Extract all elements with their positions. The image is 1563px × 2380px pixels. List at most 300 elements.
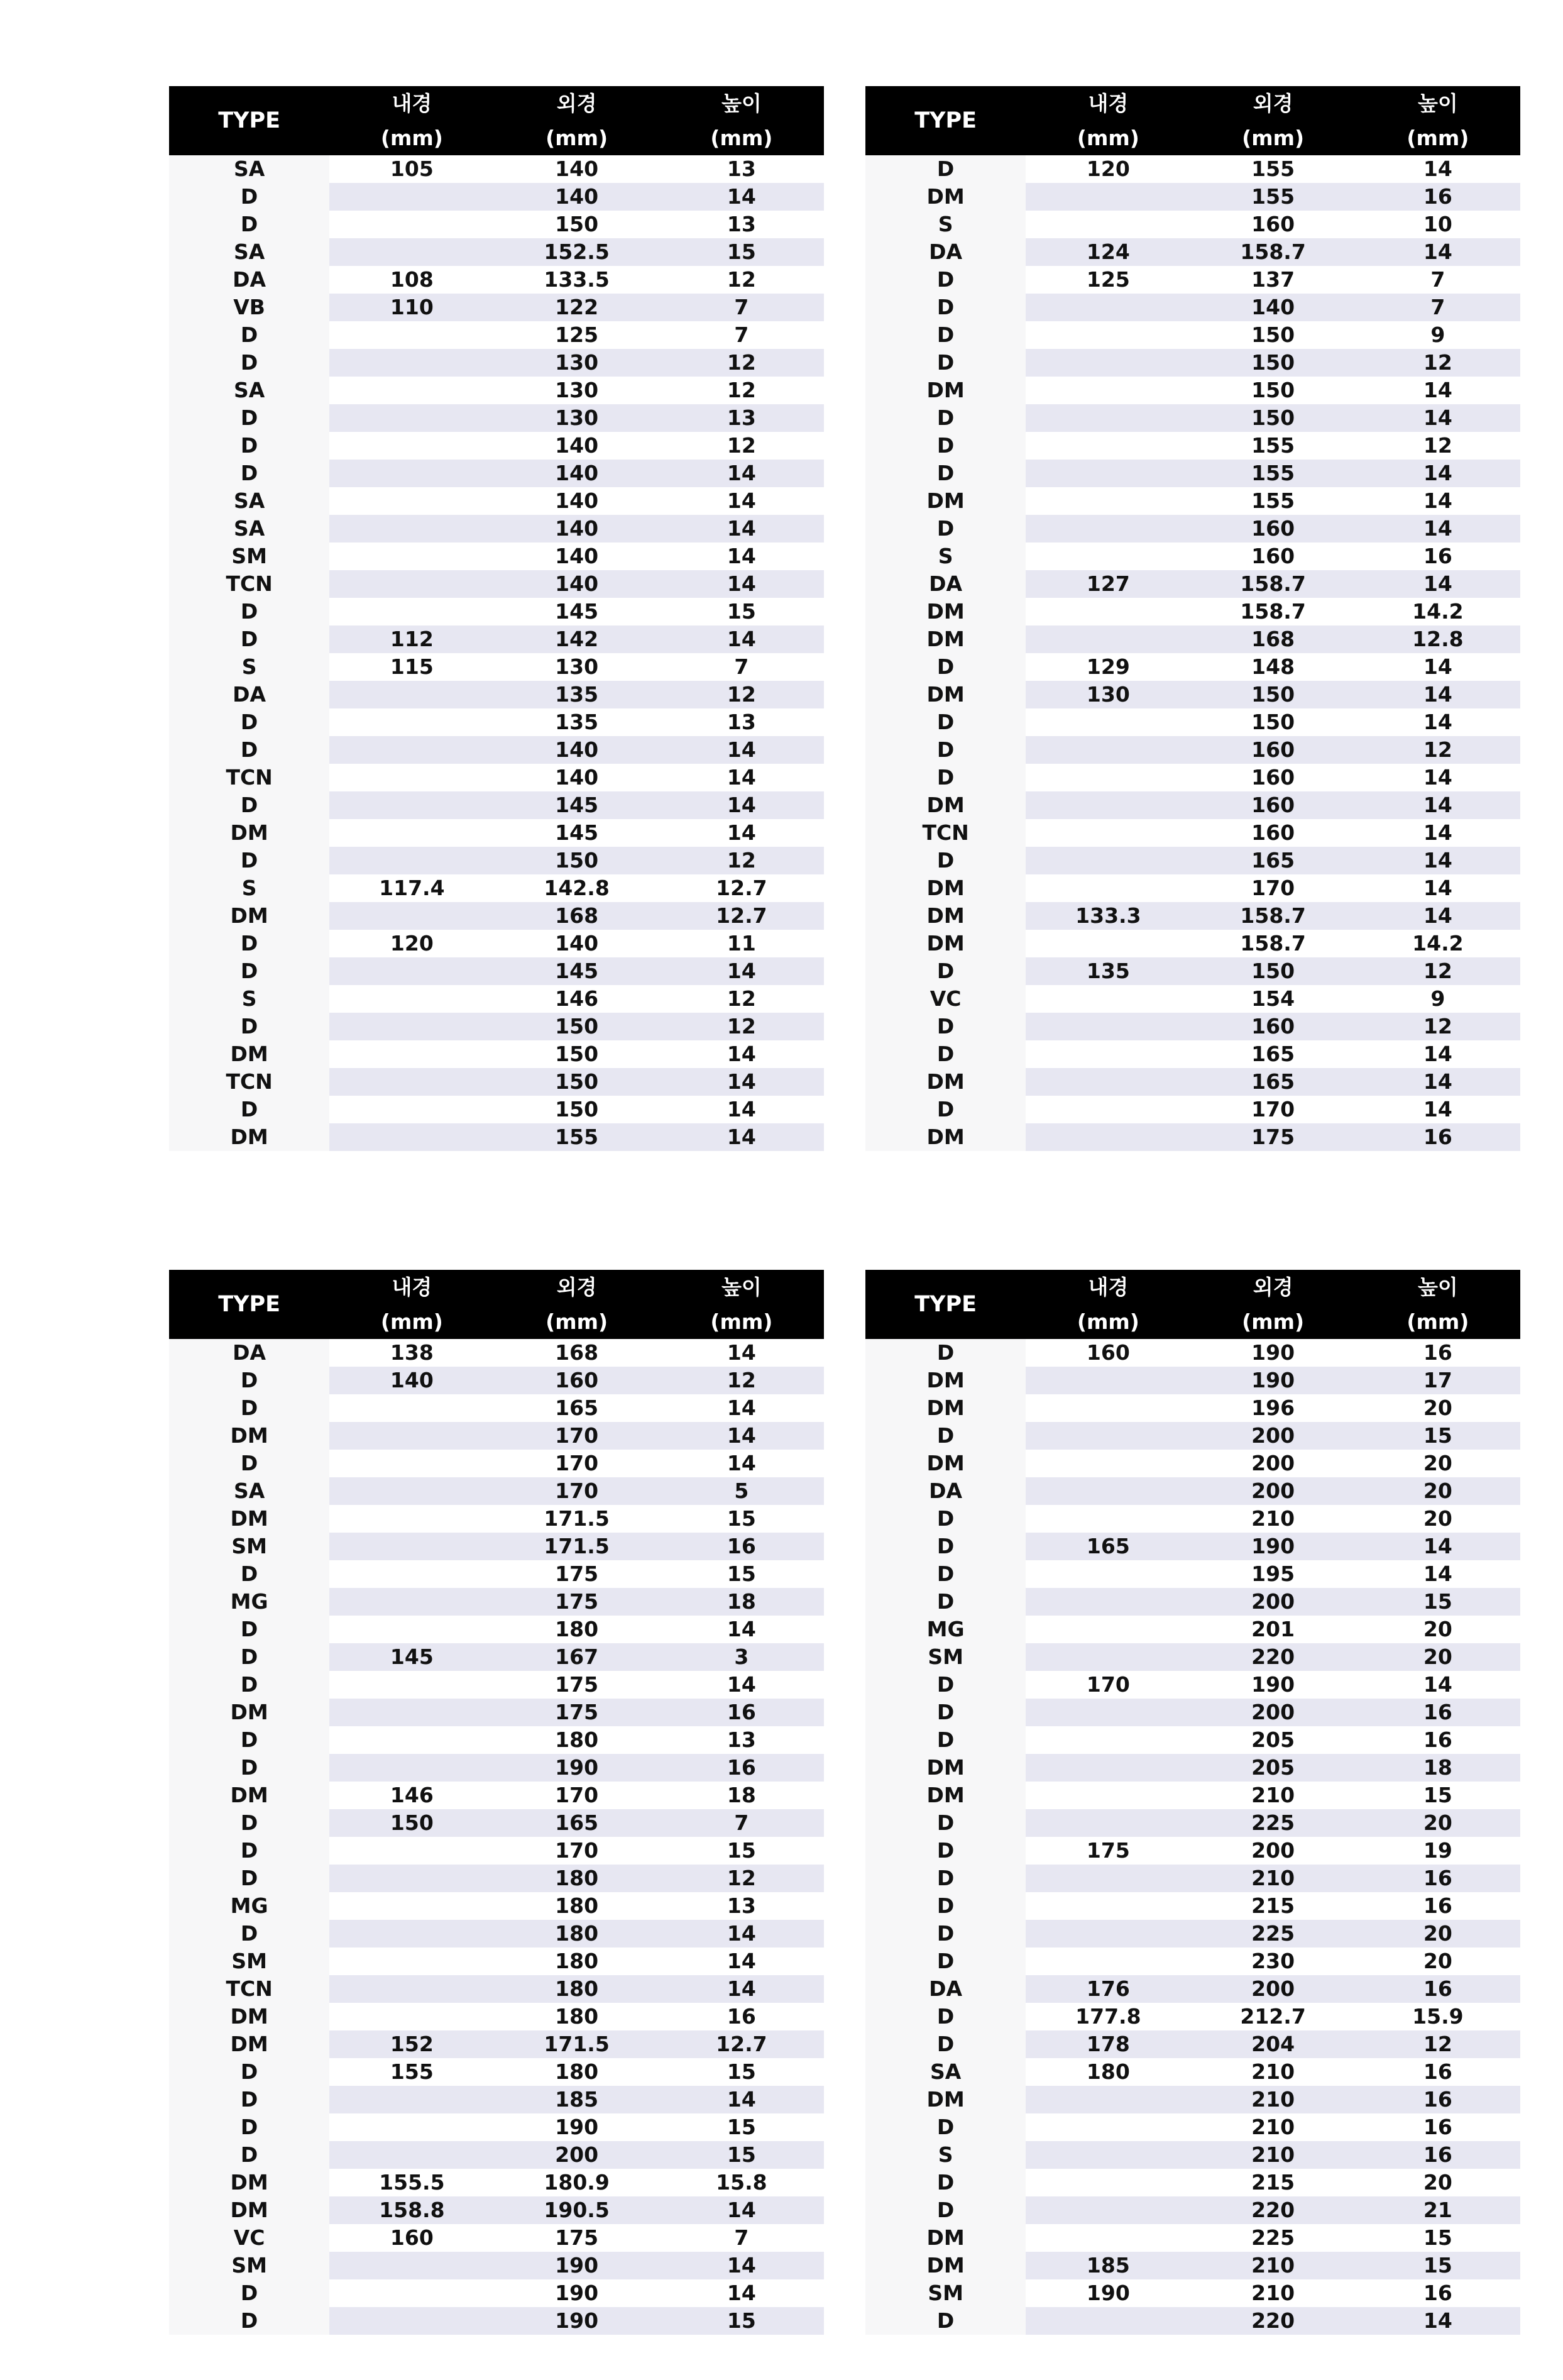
cell-outer-diameter: 160 <box>1190 543 1355 570</box>
cell-outer-diameter: 140 <box>494 460 659 487</box>
cell-height: 14 <box>1356 1533 1520 1560</box>
cell-inner-diameter <box>329 1920 494 1948</box>
cell-outer-diameter: 150 <box>1190 377 1355 404</box>
cell-type: SA <box>169 487 329 515</box>
cell-inner-diameter <box>1026 2141 1190 2169</box>
cell-type: D <box>169 1450 329 1477</box>
table-row <box>865 2086 1520 2113</box>
cell-outer-diameter: 190 <box>1190 1339 1355 1367</box>
size-table-4 <box>865 1270 1520 2335</box>
table-row <box>169 349 824 377</box>
table-row <box>865 708 1520 736</box>
cell-outer-diameter: 170 <box>494 1477 659 1505</box>
cell-inner-diameter <box>329 543 494 570</box>
cell-outer-diameter: 145 <box>494 957 659 985</box>
cell-type: VC <box>865 985 1026 1013</box>
table-row <box>865 1096 1520 1123</box>
table-row <box>865 1533 1520 1560</box>
cell-outer-diameter: 200 <box>1190 1975 1355 2003</box>
table-row <box>169 1699 824 1726</box>
cell-inner-diameter <box>329 1505 494 1533</box>
cell-type: SA <box>865 2058 1026 2086</box>
cell-type: S <box>865 211 1026 238</box>
table-row <box>865 2196 1520 2224</box>
cell-height: 14 <box>659 1450 824 1477</box>
cell-height: 14 <box>659 1339 824 1367</box>
cell-inner-diameter <box>1026 1809 1190 1837</box>
cell-outer-diameter: 160 <box>1190 515 1355 543</box>
cell-outer-diameter: 220 <box>1190 2307 1355 2335</box>
table-row <box>169 2113 824 2141</box>
cell-inner-diameter <box>329 2003 494 2030</box>
header-outer-diameter: 외경 <box>494 1270 659 1304</box>
cell-outer-diameter: 155 <box>494 1123 659 1151</box>
cell-height: 15 <box>659 2113 824 2141</box>
cell-height: 15 <box>659 238 824 266</box>
table-row <box>865 1892 1520 1920</box>
cell-height: 14 <box>659 819 824 847</box>
cell-type: D <box>865 1013 1026 1040</box>
cell-outer-diameter: 155 <box>1190 487 1355 515</box>
cell-type: D <box>169 2086 329 2113</box>
cell-inner-diameter <box>1026 1013 1190 1040</box>
cell-height: 14 <box>1356 1040 1520 1068</box>
header-unit: (mm) <box>1190 121 1355 155</box>
cell-inner-diameter: 158.8 <box>329 2196 494 2224</box>
cell-inner-diameter: 120 <box>1026 155 1190 183</box>
cell-type: D <box>865 1671 1026 1699</box>
cell-outer-diameter: 175 <box>494 1560 659 1588</box>
table-row <box>865 2113 1520 2141</box>
cell-height: 14 <box>659 2252 824 2279</box>
cell-height: 14 <box>1356 874 1520 902</box>
cell-type: D <box>865 1892 1026 1920</box>
table-header <box>865 86 1520 155</box>
cell-inner-diameter: 176 <box>1026 1975 1190 2003</box>
cell-height: 20 <box>1356 1477 1520 1505</box>
table-row <box>169 1782 824 1809</box>
cell-type: D <box>865 1339 1026 1367</box>
cell-height: 14 <box>659 2279 824 2307</box>
cell-height: 14 <box>659 791 824 819</box>
cell-outer-diameter: 225 <box>1190 1809 1355 1837</box>
table-row <box>169 211 824 238</box>
table-row <box>169 183 824 211</box>
cell-height: 13 <box>659 1726 824 1754</box>
cell-type: D <box>169 1013 329 1040</box>
cell-type: DA <box>865 1477 1026 1505</box>
cell-height: 15 <box>1356 2252 1520 2279</box>
cell-inner-diameter <box>329 1096 494 1123</box>
table-row <box>865 321 1520 349</box>
table-row <box>865 625 1520 653</box>
cell-outer-diameter: 148 <box>1190 653 1355 681</box>
table-row <box>169 2279 824 2307</box>
cell-outer-diameter: 200 <box>1190 1450 1355 1477</box>
cell-type: DA <box>865 570 1026 598</box>
cell-height: 12 <box>659 266 824 294</box>
table-row <box>865 2307 1520 2335</box>
cell-inner-diameter <box>1026 211 1190 238</box>
cell-type: D <box>169 1754 329 1782</box>
cell-outer-diameter: 204 <box>1190 2030 1355 2058</box>
cell-height: 9 <box>1356 321 1520 349</box>
cell-type: D <box>169 736 329 764</box>
cell-outer-diameter: 210 <box>1190 1505 1355 1533</box>
cell-type: D <box>865 1422 1026 1450</box>
cell-inner-diameter <box>1026 2196 1190 2224</box>
cell-outer-diameter: 195 <box>1190 1560 1355 1588</box>
cell-height: 13 <box>659 1892 824 1920</box>
cell-outer-diameter: 130 <box>494 404 659 432</box>
table-row <box>865 819 1520 847</box>
cell-inner-diameter <box>1026 764 1190 791</box>
cell-inner-diameter <box>1026 1505 1190 1533</box>
cell-inner-diameter: 138 <box>329 1339 494 1367</box>
cell-height: 13 <box>659 155 824 183</box>
cell-inner-diameter: 180 <box>1026 2058 1190 2086</box>
cell-outer-diameter: 170 <box>494 1782 659 1809</box>
cell-height: 15 <box>659 2141 824 2169</box>
cell-height: 18 <box>1356 1754 1520 1782</box>
cell-inner-diameter <box>329 570 494 598</box>
cell-height: 14.2 <box>1356 930 1520 957</box>
cell-inner-diameter <box>329 681 494 708</box>
cell-height: 20 <box>1356 1809 1520 1837</box>
cell-type: D <box>865 2113 1026 2141</box>
table-row <box>169 2196 824 2224</box>
table-row <box>865 543 1520 570</box>
cell-inner-diameter <box>329 1699 494 1726</box>
cell-inner-diameter <box>329 819 494 847</box>
cell-height: 14 <box>659 543 824 570</box>
size-table-1 <box>169 86 824 1151</box>
table-row <box>865 736 1520 764</box>
cell-inner-diameter: 108 <box>329 266 494 294</box>
table-row <box>169 1948 824 1975</box>
cell-type: S <box>169 874 329 902</box>
cell-height: 14 <box>659 1394 824 1422</box>
cell-type: DM <box>865 598 1026 625</box>
header-unit: (mm) <box>659 1304 824 1339</box>
table-row <box>865 791 1520 819</box>
cell-outer-diameter: 170 <box>1190 874 1355 902</box>
table-row <box>865 2279 1520 2307</box>
cell-outer-diameter: 130 <box>494 349 659 377</box>
cell-type: DA <box>169 681 329 708</box>
table-row <box>169 681 824 708</box>
table-row <box>169 791 824 819</box>
table-row <box>169 155 824 183</box>
table-row <box>169 1123 824 1151</box>
header-height: 높이 <box>659 86 824 121</box>
cell-type: D <box>169 2307 329 2335</box>
cell-inner-diameter <box>1026 1394 1190 1422</box>
cell-type: DM <box>865 874 1026 902</box>
cell-height: 14 <box>659 460 824 487</box>
cell-inner-diameter <box>329 791 494 819</box>
table-row <box>865 211 1520 238</box>
table-row <box>169 1920 824 1948</box>
cell-height: 12 <box>659 432 824 460</box>
cell-inner-diameter: 160 <box>1026 1339 1190 1367</box>
cell-height: 14 <box>1356 238 1520 266</box>
table-row <box>169 1450 824 1477</box>
table-row <box>169 1837 824 1865</box>
cell-outer-diameter: 145 <box>494 819 659 847</box>
cell-height: 12.8 <box>1356 625 1520 653</box>
cell-height: 16 <box>659 1533 824 1560</box>
cell-type: DM <box>865 681 1026 708</box>
cell-type: D <box>865 653 1026 681</box>
cell-outer-diameter: 140 <box>494 543 659 570</box>
cell-type: DM <box>169 2003 329 2030</box>
table-row <box>865 1040 1520 1068</box>
table-row <box>865 1367 1520 1394</box>
cell-height: 14 <box>659 570 824 598</box>
cell-type: D <box>865 1533 1026 1560</box>
cell-type: VB <box>169 294 329 321</box>
cell-type: D <box>865 2030 1026 2058</box>
table-row <box>865 2003 1520 2030</box>
table-row <box>169 1505 824 1533</box>
table-row <box>169 321 824 349</box>
cell-height: 16 <box>1356 543 1520 570</box>
table-row <box>169 1422 824 1450</box>
cell-height: 16 <box>659 1754 824 1782</box>
cell-height: 14 <box>659 736 824 764</box>
table-row <box>169 819 824 847</box>
table-row <box>169 764 824 791</box>
cell-outer-diameter: 155 <box>1190 183 1355 211</box>
cell-height: 16 <box>659 1699 824 1726</box>
cell-height: 20 <box>1356 1948 1520 1975</box>
cell-outer-diameter: 190 <box>494 2279 659 2307</box>
cell-height: 16 <box>1356 1865 1520 1892</box>
cell-outer-diameter: 165 <box>1190 847 1355 874</box>
cell-type: D <box>865 1809 1026 1837</box>
cell-type: D <box>169 1837 329 1865</box>
cell-inner-diameter <box>329 1616 494 1643</box>
cell-type: DM <box>169 2196 329 2224</box>
cell-outer-diameter: 190 <box>1190 1671 1355 1699</box>
cell-type: DM <box>865 1394 1026 1422</box>
cell-outer-diameter: 130 <box>494 377 659 404</box>
cell-type: D <box>865 321 1026 349</box>
cell-outer-diameter: 180 <box>494 1892 659 1920</box>
cell-outer-diameter: 140 <box>494 736 659 764</box>
header-height: 높이 <box>1356 86 1520 121</box>
cell-outer-diameter: 205 <box>1190 1726 1355 1754</box>
cell-height: 14 <box>659 1671 824 1699</box>
cell-type: DM <box>169 819 329 847</box>
cell-outer-diameter: 150 <box>1190 681 1355 708</box>
cell-type: DM <box>865 1123 1026 1151</box>
header-unit: (mm) <box>329 121 494 155</box>
cell-outer-diameter: 168 <box>494 1339 659 1367</box>
cell-outer-diameter: 160 <box>1190 736 1355 764</box>
cell-type: TCN <box>169 1068 329 1096</box>
cell-inner-diameter: 178 <box>1026 2030 1190 2058</box>
cell-inner-diameter <box>1026 1123 1190 1151</box>
cell-height: 20 <box>1356 1394 1520 1422</box>
cell-height: 12 <box>1356 2030 1520 2058</box>
cell-inner-diameter <box>1026 1450 1190 1477</box>
table-row <box>865 764 1520 791</box>
cell-inner-diameter <box>329 1068 494 1096</box>
table-row <box>169 1726 824 1754</box>
cell-type: D <box>865 1096 1026 1123</box>
cell-height: 15.9 <box>1356 2003 1520 2030</box>
table-row <box>865 155 1520 183</box>
cell-outer-diameter: 158.7 <box>1190 598 1355 625</box>
cell-inner-diameter <box>329 238 494 266</box>
cell-outer-diameter: 212.7 <box>1190 2003 1355 2030</box>
cell-type: S <box>169 985 329 1013</box>
cell-height: 7 <box>659 2224 824 2252</box>
cell-height: 14 <box>1356 791 1520 819</box>
cell-height: 20 <box>1356 1643 1520 1671</box>
table-row <box>169 1975 824 2003</box>
cell-inner-diameter <box>329 1975 494 2003</box>
cell-type: S <box>865 543 1026 570</box>
cell-type: D <box>169 1809 329 1837</box>
cell-type: SA <box>169 515 329 543</box>
cell-height: 20 <box>1356 1505 1520 1533</box>
cell-type: MG <box>169 1588 329 1616</box>
cell-outer-diameter: 170 <box>494 1450 659 1477</box>
cell-height: 15 <box>659 1505 824 1533</box>
table-row <box>169 1616 824 1643</box>
cell-type: D <box>169 957 329 985</box>
cell-height: 20 <box>1356 1616 1520 1643</box>
cell-inner-diameter <box>1026 874 1190 902</box>
cell-type: D <box>169 2058 329 2086</box>
cell-inner-diameter: 165 <box>1026 1533 1190 1560</box>
cell-inner-diameter <box>329 1671 494 1699</box>
cell-height: 7 <box>659 1809 824 1837</box>
cell-height: 14 <box>1356 819 1520 847</box>
cell-outer-diameter: 122 <box>494 294 659 321</box>
cell-height: 14 <box>1356 515 1520 543</box>
cell-type: DM <box>865 1754 1026 1782</box>
table-row <box>865 2169 1520 2196</box>
cell-type: D <box>169 1643 329 1671</box>
cell-type: D <box>865 1040 1026 1068</box>
cell-inner-diameter <box>329 1477 494 1505</box>
cell-inner-diameter <box>329 847 494 874</box>
cell-type: D <box>865 708 1026 736</box>
cell-height: 14 <box>1356 847 1520 874</box>
cell-outer-diameter: 155 <box>1190 432 1355 460</box>
cell-type: DM <box>865 902 1026 930</box>
cell-type: DM <box>169 1040 329 1068</box>
cell-inner-diameter <box>1026 1040 1190 1068</box>
cell-type: S <box>169 653 329 681</box>
table-row <box>865 1013 1520 1040</box>
cell-height: 16 <box>1356 1339 1520 1367</box>
table-row <box>865 1505 1520 1533</box>
cell-type: D <box>865 2307 1026 2335</box>
table-row <box>865 1782 1520 1809</box>
cell-height: 15 <box>659 2058 824 2086</box>
table-row <box>865 902 1520 930</box>
cell-height: 12 <box>659 681 824 708</box>
cell-outer-diameter: 150 <box>494 1013 659 1040</box>
cell-inner-diameter: 117.4 <box>329 874 494 902</box>
cell-height: 14.2 <box>1356 598 1520 625</box>
cell-height: 14 <box>659 2196 824 2224</box>
cell-outer-diameter: 145 <box>494 791 659 819</box>
cell-height: 10 <box>1356 211 1520 238</box>
cell-height: 14 <box>659 1123 824 1151</box>
cell-type: DM <box>865 791 1026 819</box>
cell-inner-diameter <box>1026 1865 1190 1892</box>
cell-inner-diameter: 124 <box>1026 238 1190 266</box>
table-row <box>865 183 1520 211</box>
table-row <box>169 1339 824 1367</box>
cell-height: 7 <box>659 653 824 681</box>
cell-type: DM <box>865 2224 1026 2252</box>
header-type: TYPE <box>169 86 329 155</box>
cell-type: D <box>865 1505 1026 1533</box>
table-row <box>169 570 824 598</box>
cell-type: D <box>865 847 1026 874</box>
cell-inner-diameter <box>1026 598 1190 625</box>
cell-height: 12 <box>659 847 824 874</box>
table-row <box>169 1643 824 1671</box>
cell-outer-diameter: 150 <box>1190 349 1355 377</box>
cell-height: 12 <box>1356 1013 1520 1040</box>
cell-outer-diameter: 170 <box>494 1422 659 1450</box>
table-row <box>169 1560 824 1588</box>
cell-inner-diameter <box>1026 1616 1190 1643</box>
cell-inner-diameter <box>329 736 494 764</box>
cell-outer-diameter: 168 <box>1190 625 1355 653</box>
cell-type: D <box>169 708 329 736</box>
cell-outer-diameter: 150 <box>494 1068 659 1096</box>
cell-type: D <box>169 2113 329 2141</box>
cell-type: D <box>169 791 329 819</box>
cell-height: 16 <box>1356 1123 1520 1151</box>
cell-type: DA <box>169 1339 329 1367</box>
cell-inner-diameter <box>329 2086 494 2113</box>
cell-inner-diameter <box>329 183 494 211</box>
cell-outer-diameter: 167 <box>494 1643 659 1671</box>
cell-type: D <box>169 2141 329 2169</box>
cell-height: 14 <box>659 764 824 791</box>
cell-outer-diameter: 150 <box>1190 404 1355 432</box>
cell-outer-diameter: 140 <box>494 487 659 515</box>
cell-inner-diameter <box>329 377 494 404</box>
cell-height: 14 <box>659 515 824 543</box>
cell-height: 13 <box>659 708 824 736</box>
cell-outer-diameter: 180 <box>494 1865 659 1892</box>
cell-type: DM <box>865 2252 1026 2279</box>
cell-inner-diameter <box>1026 1588 1190 1616</box>
cell-inner-diameter <box>1026 1068 1190 1096</box>
cell-height: 16 <box>1356 183 1520 211</box>
table-row <box>865 1394 1520 1422</box>
cell-height: 14 <box>659 625 824 653</box>
cell-inner-diameter <box>1026 432 1190 460</box>
header-unit: (mm) <box>1356 1304 1520 1339</box>
cell-type: SA <box>169 1477 329 1505</box>
cell-inner-diameter: 115 <box>329 653 494 681</box>
cell-type: SM <box>169 2252 329 2279</box>
cell-type: SM <box>865 2279 1026 2307</box>
cell-inner-diameter: 190 <box>1026 2279 1190 2307</box>
